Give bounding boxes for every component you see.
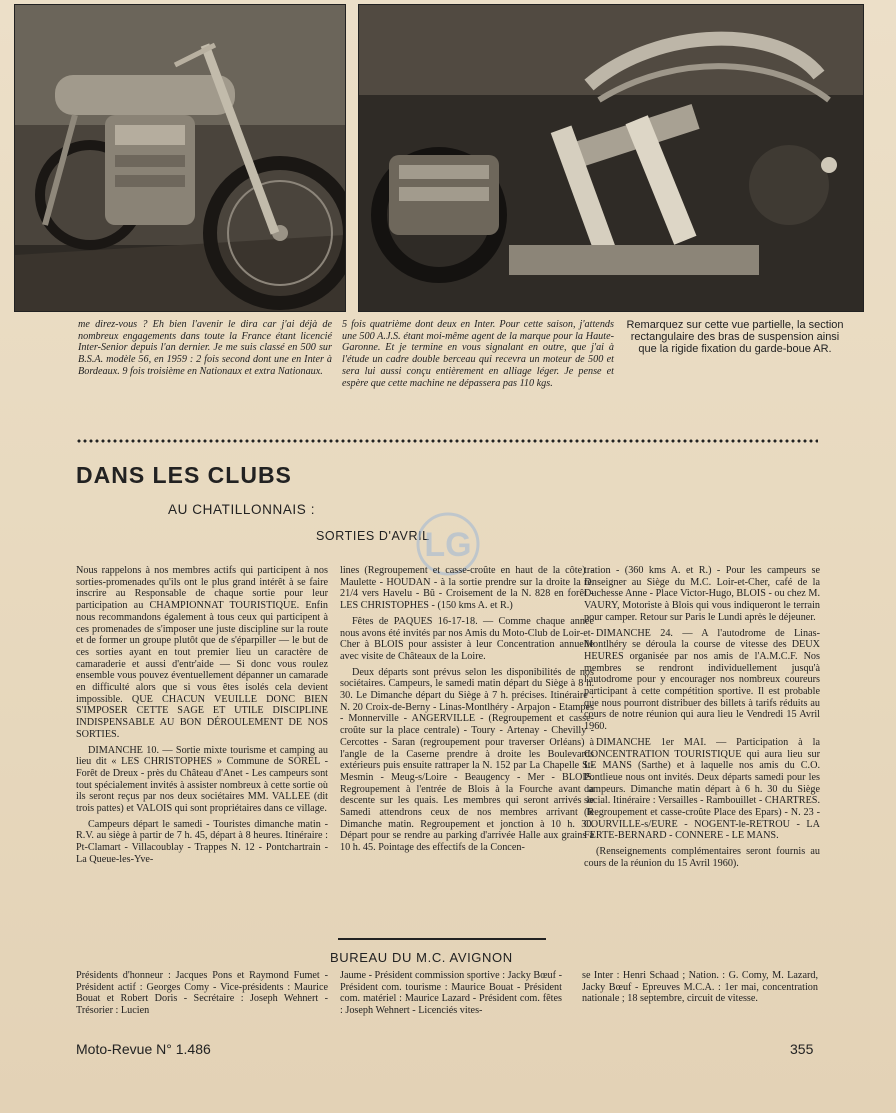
caption-column-1: me direz-vous ? Eh bien l'avenir le dira car j'ai déjà de nombreux engagements dans toute la France étant licencié Inter-Senior depuis l'an dernier. Je me suis classé en 500 sur B.S.A. modèle 56, en 1959 : 2 fois second dont une en Inter à Bordeaux. 9 fois troisième en Nationaux et extra Nationaux. bbox=[78, 319, 332, 377]
caption-column-2: 5 fois quatrième dont deux en Inter. Pour cette saison, j'attends une 500 A.J.S. étant moi-même agent de la marque pour la Haute-Garonne. Et je termine en vous signalant en outre, que j'ai à l'étude un cadre double berceau qui recevra un moteur de 500 et sera lui aussi conçu entièrement en alliage léger. Je pense et espère que cette machine ne dépassera pas 110 kgs. bbox=[342, 319, 614, 389]
paragraph: Nous rappelons à nos membres actifs qui participent à nos sorties-promenades qu'ils ont le plus grand intérêt à se faire inscrire au Responsable de chaque sortie pour leur participation au CHAMPIONNAT TOURISTIQUE. Enfin nous recommandons également à tous ceux qui participent à ces promenades de s'imposer une juste discipline sur la route et de former un groupe plutôt que de s'éparpiller — le but de ces sorties ayant en tout premier lieu un caractère de camaraderie et aussi d'entr'aide — Si donc vous roulez ensemble vous pouvez éventuellement dépanner un camarade en difficulté alors que si vous êtes isolés cela devient impossible. QUE CHACUN VEUILLE DONC BIEN S'IMPOSER CETTE SAGE ET UTILE DISCIPLINE INDISPENSABLE AU BON DÉROULEMENT DE NOS SORTIES. bbox=[76, 565, 328, 740]
bureau-heading: BUREAU DU M.C. AVIGNON bbox=[330, 950, 513, 965]
dotted-divider bbox=[76, 438, 818, 444]
bureau-column-3: se Inter : Henri Schaad ; Nation. : G. Comy, M. Lazard, Jacky Bœuf - Epreuves M.C.A. : 1er mai, concentration nationale ; 18 septembre, circuit de vitesse. bbox=[582, 970, 818, 1005]
svg-text:LG: LG bbox=[424, 526, 472, 564]
outings-title: SORTIES D'AVRIL bbox=[316, 529, 430, 543]
paragraph: Campeurs départ le samedi - Touristes dimanche matin - R.V. au siège à partir de 7 h. 45, départ à 8 heures. Itinéraire : Pt-Clamart - Villacoublay - Trappes N. 12 - Pontchartrain - La Queue-les-Yve- bbox=[76, 818, 328, 865]
magazine-issue: Moto-Revue N° 1.486 bbox=[76, 1041, 211, 1057]
paragraph: lines (Regroupement et casse-croûte en haut de la côte) - Maulette - HOUDAN - à la sortie prendre sur la droite la D. 21/4 vers Havelu - Bû - Croisement de la N. 828 en forêt - LES CHRISTOPHES - (150 kms A. et R.) bbox=[340, 565, 594, 612]
paragraph: DIMANCHE 24. — A l'autodrome de Linas-Montlhéry se déroula la course de vitesse des DEUX HEURES organisée par nos amis de l'A.M.C.F. Nos membres se rendront individuellement jusqu'à l'autodrome pour y encourager nos nombreux coureurs participant à cette compétition sportive. Il est probable que nous pourront distribuer des billets à tarifs réduits au cours de notre réunion qui aura lieu le Vendredi 15 Avril 1960. bbox=[584, 627, 820, 733]
club-subheading: AU CHATILLONNAIS : bbox=[168, 502, 316, 517]
frame-detail-photo bbox=[358, 4, 864, 312]
section-heading: DANS LES CLUBS bbox=[76, 462, 292, 488]
paragraph: DIMANCHE 10. — Sortie mixte tourisme et camping au lieu dit « LES CHRISTOPHES » Commune de SOREL - Forêt de Dreux - près du Château d'Anet - Les campeurs sont tout spécialement invités à assister nombreux à cette sortie où ils seront reçus par nos deux sociétaires MM. VALLEE (dit trois pattes) et VALOIS qui sont propriétaires dans ce village. bbox=[76, 744, 328, 815]
section-divider bbox=[338, 938, 546, 940]
page-number: 355 bbox=[790, 1041, 814, 1057]
bureau-column-1: Présidents d'honneur : Jacques Pons et Raymond Fumet - Président actif : Georges Comy - Vice-présidents : Maurice Bouat et Robert Doris - Secrétaire : Joseph Wehnert - Trésorier : Lucien bbox=[76, 970, 328, 1017]
paragraph: Deux départs sont prévus selon les disponibilités de nos sociétaires. Campeurs, le samedi matin départ du Siège à 8 h. 30. Le Dimanche départ du Siège à 7 h. précises. Itinéraire : N. 20 Croix-de-Berny - Linas-Montlhéry - Arpajon - Etampes - Monnerville - ANGERVILLE - (Regroupement et casse-croûte sur la place centrale) - Toury - Artenay - Chevilly - Cercottes - Saran (regroupement pour traverser Orléans) à l'angle de la Caserne prendre à droite les Boulevards extérieurs puis ensuite rattraper la N. 152 par La Chapelle St-Mesmin - Meug-s/Loire - Beaugency - Mer - BLOIS. Regroupement à l'entrée de Blois à la Fourche avant la descente sur les quais. Les membres qui seront arrivés le Samedi attendrons ceux de nos membres arrivant le Dimanche matin. Regroupement et jonction à 10 h. 30. Départ pour se rendre au parking d'arrivée Halle aux grains à 10 h. 45. Pointage des effectifs de la Concen- bbox=[340, 666, 594, 854]
motorcycle-photo bbox=[14, 4, 346, 312]
paragraph: DIMANCHE 1er MAI. — Participation à la CONCENTRATION TOURISTIQUE qui aura lieu sur LE MANS (Sarthe) et à laquelle nos amis du C.O. Pontlieue nous ont invités. Deux départs samedi pour les campeurs. Dimanche matin départ à 6 h. 30 du Siège social. Itinéraire : Versailles - Rambouillet - CHARTRES. (Regroupement et casse-croûte Place des Epars) - N. 23 - COURVILLE-s/EURE - NOGENT-le-RETROU - LA FERTE-BERNARD - CONNERE - LE MANS. bbox=[584, 736, 821, 842]
article-column-2 bbox=[340, 565, 594, 858]
photo-caption: Remarquez sur cette vue partielle, la section rectangulaire des bras de suspension ainsi que la rigide fixation du garde-boue AR. bbox=[626, 319, 844, 356]
paragraph: (Renseignements complémentaires seront fournis au cours de la réunion du 15 Avril 1960). bbox=[584, 846, 820, 869]
article-column-3 bbox=[584, 565, 820, 874]
bureau-column-2: Jaume - Président commission sportive : Jacky Bœuf - Président com. tourisme : Maurice Bouat - Président com. matériel : Maurice Lazard - Président com. fêtes : Joseph Wehnert - Licenciés vites- bbox=[340, 970, 562, 1017]
article-column-1 bbox=[76, 565, 328, 870]
paragraph: tration - (360 kms A. et R.) - Pour les campeurs se renseigner au Siège du M.C. Loir-et-Cher, café de la Duchesse Anne - Place Victor-Hugo, BLOIS - ou chez M. VAURY, Motoriste à Blois qui vous indiqueront le terrain pour camper. Retour sur Paris le Lundi après le déjeuner. bbox=[584, 565, 820, 623]
paragraph: Fêtes de PAQUES 16-17-18. — Comme chaque année nous avons été invités par nos Amis du Moto-Club de Loir-et-Cher à BLOIS pour assister à leur Concentration annuelle avec visite de Châteaux de la Loire. bbox=[340, 615, 594, 662]
